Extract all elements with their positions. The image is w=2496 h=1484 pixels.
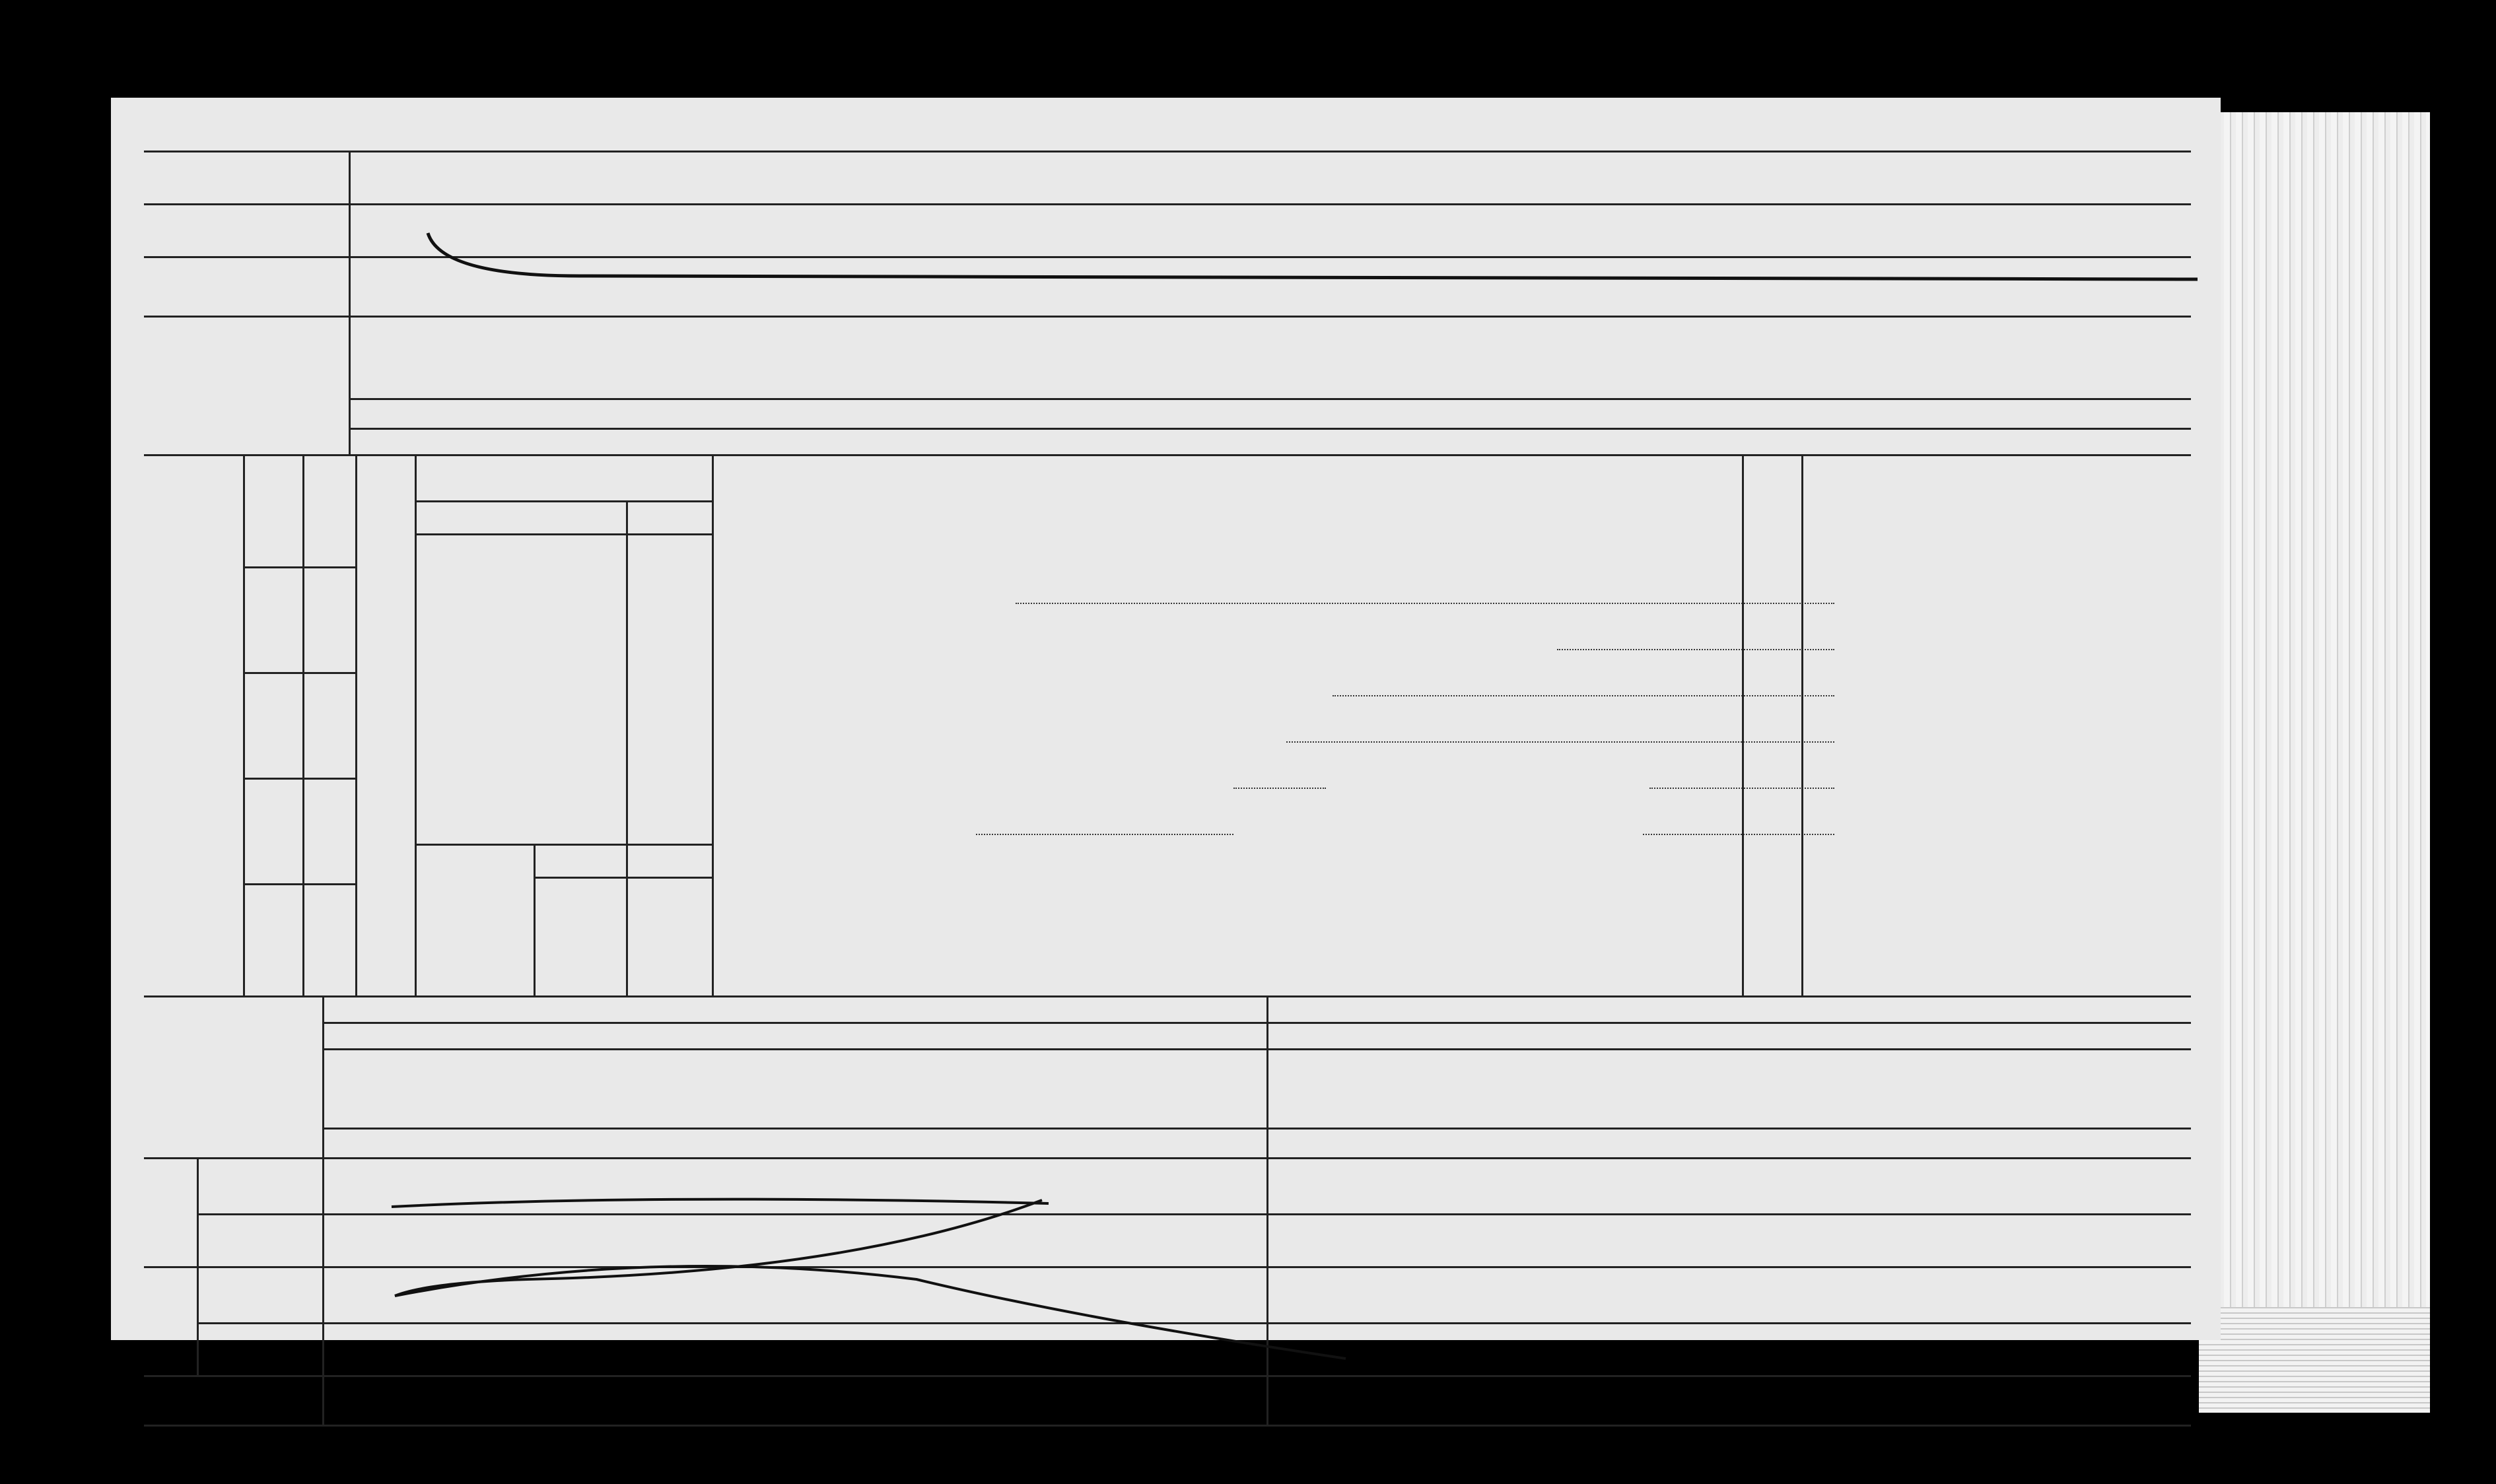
census-card — [111, 98, 2221, 1340]
card-stack-edge — [2212, 112, 2430, 1406]
card-stack-bottom — [2199, 1307, 2430, 1413]
handwritten-dash — [421, 230, 2204, 283]
handwritten-strike — [388, 1167, 1379, 1385]
